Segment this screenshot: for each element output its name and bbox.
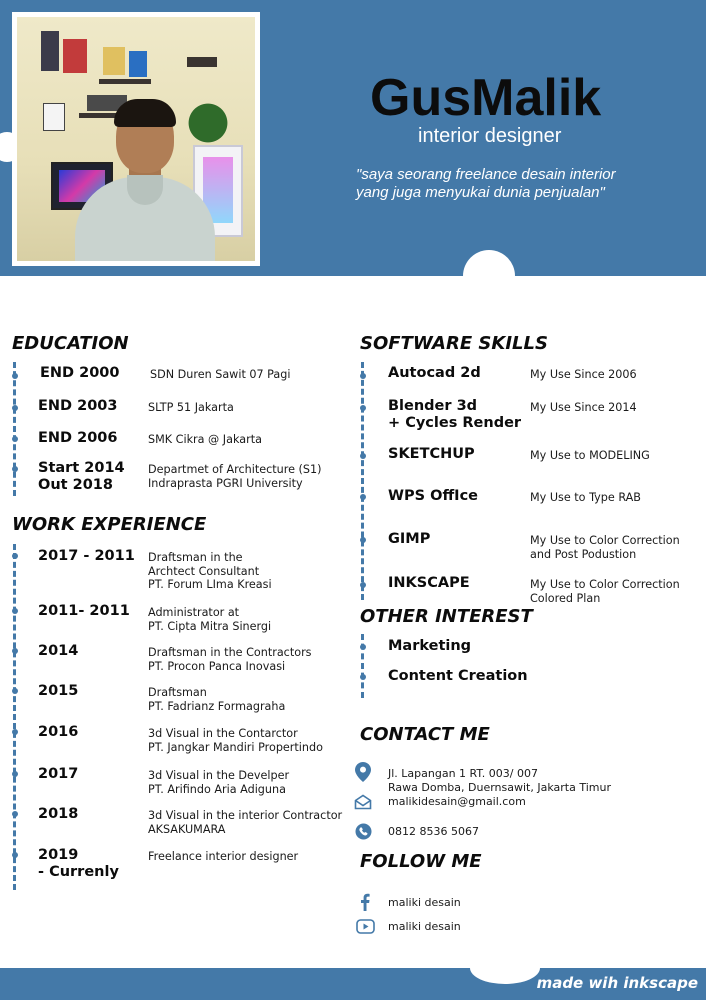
work-year: 2017 — [38, 766, 79, 782]
education-school: SLTP 51 Jakarta — [148, 401, 234, 414]
youtube-icon — [356, 919, 375, 934]
education-title: EDUCATION — [12, 333, 129, 354]
software-detail: My Use to Type RAB — [530, 491, 641, 504]
footer-notch — [470, 952, 540, 984]
timeline-dot — [12, 553, 18, 559]
work-year — [38, 847, 119, 881]
work-detail-line: PT. Jangkar Mandiri Propertindo — [148, 740, 323, 754]
footer-credit: made wih inkscape — [536, 974, 698, 992]
contact-title: CONTACT ME — [360, 724, 490, 745]
youtube-handle[interactable]: maliki desain — [388, 920, 461, 933]
timeline-dot — [12, 436, 18, 442]
timeline-dot — [12, 729, 18, 735]
contact-phone[interactable]: 0812 8536 5067 — [388, 825, 479, 838]
facebook-icon — [360, 893, 370, 911]
work-detail-line: 3d Visual in the interior Contractor — [148, 809, 343, 822]
software-detail: My Use Since 2014 — [530, 401, 637, 414]
work-detail — [148, 809, 342, 836]
education-year-start: Start 2014 — [38, 460, 125, 476]
facebook-handle[interactable]: maliki desain — [388, 896, 461, 909]
software-detail-line: My Use to Color Correction — [530, 578, 680, 591]
work-detail-line: Archtect Consultant — [148, 564, 260, 578]
timeline-dot — [360, 494, 366, 500]
education-timeline — [13, 362, 16, 496]
work-detail-line: PT. Procon Panca Inovasi — [148, 659, 286, 673]
shelf-item — [63, 39, 87, 73]
profile-photo — [17, 17, 255, 261]
quote-line: "saya seorang freelance desain interior — [356, 166, 616, 183]
contact-email[interactable]: malikidesain@gmail.com — [388, 795, 526, 808]
timeline-dot — [360, 644, 366, 650]
timeline-dot — [360, 405, 366, 411]
work-year: 2011- 2011 — [38, 603, 130, 619]
work-detail-line: Administrator at — [148, 606, 240, 619]
timeline-dot — [12, 811, 18, 817]
work-detail — [148, 769, 289, 796]
software-detail: My Use to MODELING — [530, 449, 650, 462]
interest-item: Content Creation — [388, 668, 528, 684]
software-detail — [530, 534, 680, 561]
work-detail-line: Draftsman in the — [148, 551, 243, 564]
work-year: 2014 — [38, 643, 79, 659]
timeline-dot — [360, 373, 366, 379]
work-detail-line: 3d Visual in the Contarctor — [148, 727, 298, 740]
work-year: 2016 — [38, 724, 79, 740]
work-year: 2018 — [38, 806, 79, 822]
timeline-dot — [360, 537, 366, 543]
timeline-dot — [12, 466, 18, 472]
profile-name: GusMalik — [370, 69, 602, 127]
software-name: Autocad 2d — [388, 365, 481, 381]
timeline-dot — [12, 608, 18, 614]
work-detail — [148, 606, 271, 633]
timeline-dot — [12, 648, 18, 654]
work-timeline — [13, 544, 16, 890]
timeline-dot — [12, 405, 18, 411]
education-year-end: Out 2018 — [38, 477, 113, 493]
education-school — [148, 463, 322, 490]
timeline-dot — [360, 674, 366, 680]
work-detail-line: PT. Forum LIma Kreasi — [148, 578, 272, 591]
software-detail — [530, 578, 680, 605]
education-school: SDN Duren Sawit 07 Pagi — [150, 368, 291, 381]
software-detail: My Use Since 2006 — [530, 368, 637, 381]
work-detail-line: PT. Cipta Mitra Sinergi — [148, 619, 272, 633]
software-name-line: Blender 3d — [388, 398, 478, 414]
software-detail-line: My Use to Color Correction — [530, 534, 680, 547]
work-detail-line: 3d Visual in the Develper — [148, 769, 290, 782]
timeline-dot — [12, 688, 18, 694]
work-detail-line: Draftsman — [148, 686, 207, 699]
software-detail-line: Colored Plan — [530, 591, 601, 605]
education-year: END 2003 — [38, 398, 118, 414]
work-year: 2015 — [38, 683, 79, 699]
shelf-item — [129, 51, 147, 77]
work-detail-line: AKSAKUMARA — [148, 822, 226, 836]
timeline-dot — [360, 453, 366, 459]
no-smoking-sign — [43, 103, 65, 131]
contact-address — [388, 767, 611, 794]
work-detail — [148, 686, 285, 713]
software-timeline — [361, 362, 364, 600]
timeline-dot — [12, 771, 18, 777]
person-hair — [114, 99, 176, 127]
work-detail-line: PT. Fadrianz Formagraha — [148, 699, 286, 713]
education-school-line: Indraprasta PGRI University — [148, 476, 303, 490]
envelope-icon — [354, 794, 372, 810]
work-title: WORK EXPERIENCE — [12, 514, 207, 535]
education-school: SMK Cikra @ Jakarta — [148, 433, 262, 446]
contact-address-line: Rawa Domba, Duernsawit, Jakarta Timur — [388, 780, 611, 794]
software-name: WPS OffIce — [388, 488, 479, 504]
header-notch — [463, 250, 515, 302]
timeline-dot — [360, 582, 366, 588]
contact-address-line: Jl. Lapangan 1 RT. 003/ 007 — [388, 767, 538, 780]
work-year-end: - Currenly — [38, 864, 119, 880]
software-title: SOFTWARE SKILLS — [360, 333, 548, 354]
work-detail — [148, 727, 323, 754]
work-detail-line: Draftsman in the Contractors — [148, 646, 312, 659]
work-year: 2017 - 2011 — [38, 548, 135, 564]
profile-role: interior designer — [418, 125, 562, 147]
profile-photo-frame — [12, 12, 260, 266]
shelf-item — [41, 31, 59, 71]
interest-title: OTHER INTEREST — [360, 606, 533, 627]
software-name: SKETCHUP — [388, 446, 475, 462]
interest-item: Marketing — [388, 638, 472, 654]
education-school-line: Departmet of Architecture (S1) — [148, 463, 322, 476]
shelf-item — [187, 57, 217, 67]
education-year: END 2000 — [40, 365, 120, 381]
wall-shelf — [99, 79, 151, 84]
follow-title: FOLLOW ME — [360, 851, 482, 872]
quote-line: yang juga menyukai dunia penjualan" — [356, 184, 605, 201]
shelf-item — [103, 47, 125, 75]
software-name-line: + Cycles Render — [388, 415, 522, 431]
location-pin-icon — [355, 762, 371, 782]
software-name — [388, 398, 521, 432]
work-detail — [148, 551, 272, 592]
timeline-dot — [12, 373, 18, 379]
profile-quote — [356, 166, 686, 202]
whatsapp-icon — [355, 823, 372, 840]
timeline-dot — [12, 852, 18, 858]
work-detail-line: PT. Arifindo Aria Adiguna — [148, 782, 286, 796]
education-year — [38, 460, 125, 494]
software-name: INKSCAPE — [388, 575, 470, 591]
education-year: END 2006 — [38, 430, 118, 446]
software-name: GIMP — [388, 531, 431, 547]
work-year-start: 2019 — [38, 847, 79, 863]
work-detail: Freelance interior designer — [148, 850, 299, 863]
work-detail — [148, 646, 312, 673]
software-detail-line: and Post Podustion — [530, 547, 637, 561]
